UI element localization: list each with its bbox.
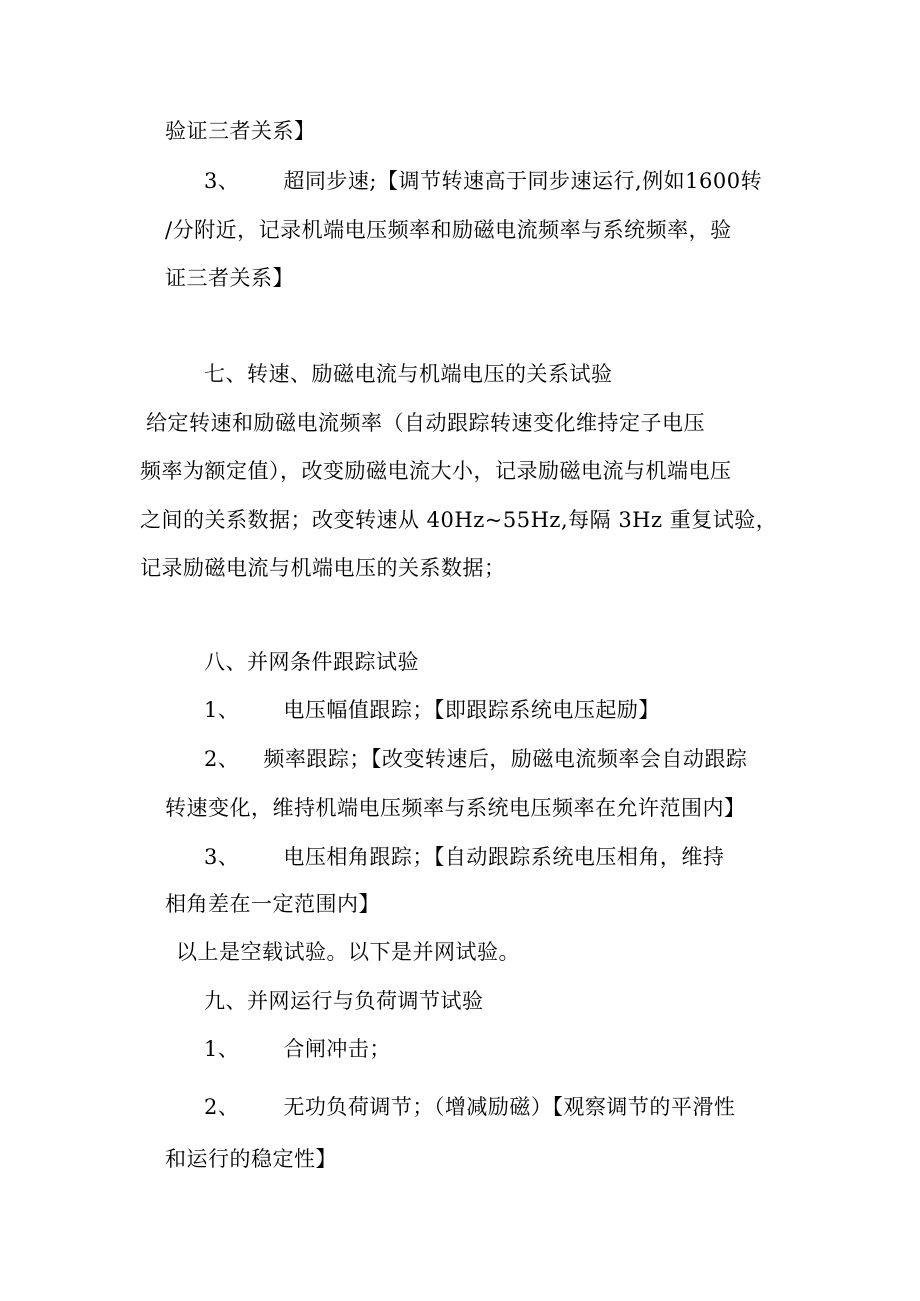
line-text: 合闸冲击； (283, 1037, 391, 1061)
line-text: 以上是空载试验。以下是并网试验。 (176, 940, 520, 964)
line-text: 相角差在一定范围内】 (165, 892, 380, 916)
list-item (204, 843, 724, 871)
text-line (176, 938, 520, 966)
list-item (204, 1035, 391, 1063)
list-item (204, 745, 747, 773)
text-line (140, 554, 506, 582)
heading-text: 九、并网运行与负荷调节试验 (204, 989, 484, 1013)
item-number: 2、 (204, 747, 240, 771)
heading-text: 七、转速、励磁电流与机端电压的关系试验 (204, 362, 613, 386)
item-number: 2、 (204, 1095, 240, 1119)
line-text: 电压幅值跟踪；【即跟踪系统电压起励】 (283, 698, 660, 722)
item-number: 1、 (204, 1037, 240, 1061)
list-item (204, 1093, 735, 1121)
line-text: 证三者关系】 (165, 266, 294, 290)
line-text: 频率为额定值），改变励磁电流大小，记录励磁电流与机端电压 (140, 459, 732, 483)
line-text: 转速变化，维持机端电压频率与系统电压频率在允许范围内】 (165, 796, 746, 820)
line-text: 验证三者关系】 (165, 119, 316, 143)
line-text: 无功负荷调节；（增减励磁）【观察调节的平滑性 (283, 1095, 736, 1119)
text-line (140, 506, 777, 534)
section-heading (204, 987, 484, 1015)
text-line (165, 117, 316, 145)
item-number: 3、 (204, 169, 240, 193)
section-heading (204, 648, 419, 676)
item-number: 3、 (204, 845, 240, 869)
heading-text: 八、并网条件跟踪试验 (204, 650, 419, 674)
line-text: /分附近，记录机端电压频率和励磁电流频率与系统频率，验 (165, 218, 732, 242)
line-text: 电压相角跟踪；【自动跟踪系统电压相角，维持 (283, 845, 725, 869)
line-text: 记录励磁电流与机端电压的关系数据； (140, 556, 506, 580)
line-text: 之间的关系数据；改变转速从 40Hz~55Hz,每隔 3Hz 重复试验， (140, 508, 778, 532)
text-line (165, 216, 732, 244)
text-line (165, 890, 380, 918)
list-item (204, 696, 660, 724)
list-item (204, 167, 762, 195)
item-number: 1、 (204, 698, 240, 722)
line-text: 和运行的稳定性】 (165, 1147, 337, 1171)
line-text: 给定转速和励磁电流频率（自动跟踪转速变化维持定子电压 (146, 411, 705, 435)
text-line (140, 457, 732, 485)
line-text: 频率跟踪；【改变转速后，励磁电流频率会自动跟踪 (263, 747, 748, 771)
section-heading (204, 360, 613, 388)
text-line (146, 409, 705, 437)
text-line (165, 264, 294, 292)
line-text: 超同步速;【调节转速高于同步速运行,例如1600转 (283, 169, 763, 193)
text-line (165, 1145, 337, 1173)
text-line (165, 794, 746, 822)
